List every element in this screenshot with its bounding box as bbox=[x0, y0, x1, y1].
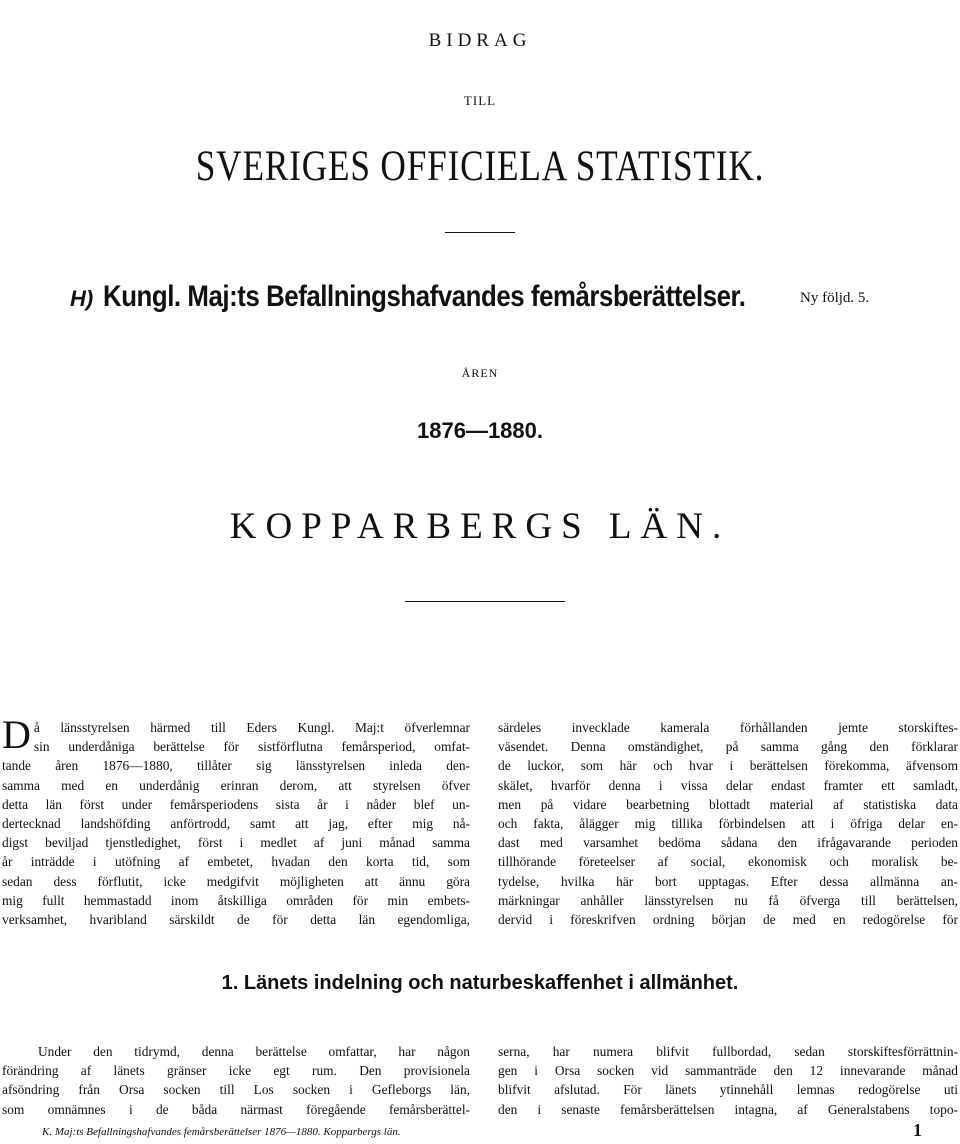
divider bbox=[445, 232, 515, 233]
text-line: tillhörande företeelser af social, ekonomisk och moralisk be- bbox=[498, 854, 958, 870]
text-line: och fakta, ålägger mig tillika förbindelsen att i öfriga delar en- bbox=[498, 816, 958, 832]
divider bbox=[405, 601, 565, 602]
series-title: SVERIGES OFFICIELA STATISTIK. bbox=[195, 143, 765, 190]
subtitle-row bbox=[70, 280, 930, 314]
text-line: blifvit afslutad. För länets ytinnehåll lemnas redogörelse uti bbox=[498, 1082, 958, 1098]
text-line: men på vidare bearbetning blottadt material af statistiska data bbox=[498, 796, 958, 812]
text-line: väsendet. Denna omständighet, på samma gång den förklarar bbox=[498, 739, 958, 755]
text-line: märkningar anhåller länsstyrelsen nu få öfverga till berättelsen, bbox=[498, 892, 958, 908]
new-series-number: Ny följd. 5. bbox=[800, 290, 870, 306]
to-label: TILL bbox=[463, 93, 497, 108]
section-heading: 1. Länets indelning och naturbeskaffenhet i allmänhet. bbox=[221, 972, 739, 994]
text-line: digst beviljad tjenstledighet, först i medlet af juni månad samma bbox=[2, 835, 470, 851]
text-line: Under den tidrymd, denna berättelse omfattar, har någon bbox=[38, 1044, 470, 1059]
intro-left-column bbox=[2, 712, 470, 929]
text-line: mig fullt hemmastadd inom åtskilliga områden för min embets- bbox=[2, 892, 470, 908]
text-line: serna, har numera blifvit fullbordad, sedan storskiftesförrättnin- bbox=[498, 1044, 958, 1059]
section-left-column bbox=[2, 1042, 470, 1119]
text-line: afsöndring från Orsa socken till Los socken i Gefleborgs län, bbox=[2, 1082, 470, 1098]
text-line: förändring af länets gränser icke egt rum. Den provisionela bbox=[2, 1063, 470, 1079]
running-footer bbox=[42, 1120, 922, 1140]
years-label: ÅREN bbox=[461, 366, 499, 380]
years-range: 1876—1880. bbox=[417, 418, 543, 443]
text-line: de luckor, som här och hvar i berättelsen förekomma, äfvensom bbox=[498, 758, 958, 774]
section-right-column bbox=[498, 1042, 958, 1119]
contribution-label: BIDRAG bbox=[428, 30, 532, 51]
text-line: dast med varsamhet bedöma sådana den ifrågavarande perioden bbox=[498, 835, 958, 851]
text-line: tande åren 1876—1880, tillåter sig länsstyrelsen inleda den- bbox=[2, 758, 470, 774]
publication-subtitle: Kungl. Maj:ts Befallningshafvandes femårsberättelser. bbox=[103, 280, 746, 313]
text-line: dertecknad landshöfding anförtrodd, samt att jag, efter mig nå- bbox=[2, 816, 470, 832]
page-number: 1 bbox=[913, 1120, 922, 1140]
text-line: sedan dess förflutit, icke medgifvit möjligheten att ännu göra bbox=[2, 873, 470, 889]
text-line: år inträdde i utöfning af embetet, hvadan den korta tid, som bbox=[2, 854, 470, 870]
text-line: detta län först under femårsperiodens sista år i nåder blef un- bbox=[2, 796, 470, 812]
text-line: den i senaste femårsberättelsen intagna, af Generalstabens topo- bbox=[498, 1101, 958, 1117]
text-line: å länsstyrelsen härmed till Eders Kungl. Maj:t öfverlemnar bbox=[33, 720, 470, 735]
intro-right-column bbox=[498, 718, 958, 929]
drop-cap: D bbox=[2, 712, 31, 757]
text-line: tydelse, hvilka här bort upptagas. Efter dessa allmänna an- bbox=[498, 873, 958, 889]
series-letter: H) bbox=[70, 286, 94, 311]
county-title: KOPPARBERGS LÄN. bbox=[229, 506, 731, 547]
text-line: särdeles invecklade kamerala förhållanden jemte storskiftes- bbox=[498, 720, 958, 735]
text-line: skälet, hvarför denna i vissa delar endast framter ett samladt, bbox=[498, 777, 958, 793]
text-line: gen i Orsa socken vid sammanträde den 12 innevarande månad bbox=[498, 1063, 958, 1079]
text-line: samma med en underdånig erinran derom, att styrelsen öfver bbox=[2, 777, 470, 793]
running-title: K. Maj:ts Befallningshafvandes femårsberättelser 1876—1880. Kopparbergs län. bbox=[42, 1126, 401, 1138]
text-line: verksamhet, hvaribland särskildt de för detta län egendomliga, bbox=[2, 912, 470, 928]
text-line: sin underdåniga berättelse för sistförflutna femårsperiod, omfat- bbox=[33, 739, 470, 755]
text-line: dervid i föreskrifven ordning början de med en redogörelse för bbox=[498, 912, 958, 928]
text-line: som omnämnes i de båda närmast föregående femårsberättel- bbox=[2, 1101, 470, 1117]
